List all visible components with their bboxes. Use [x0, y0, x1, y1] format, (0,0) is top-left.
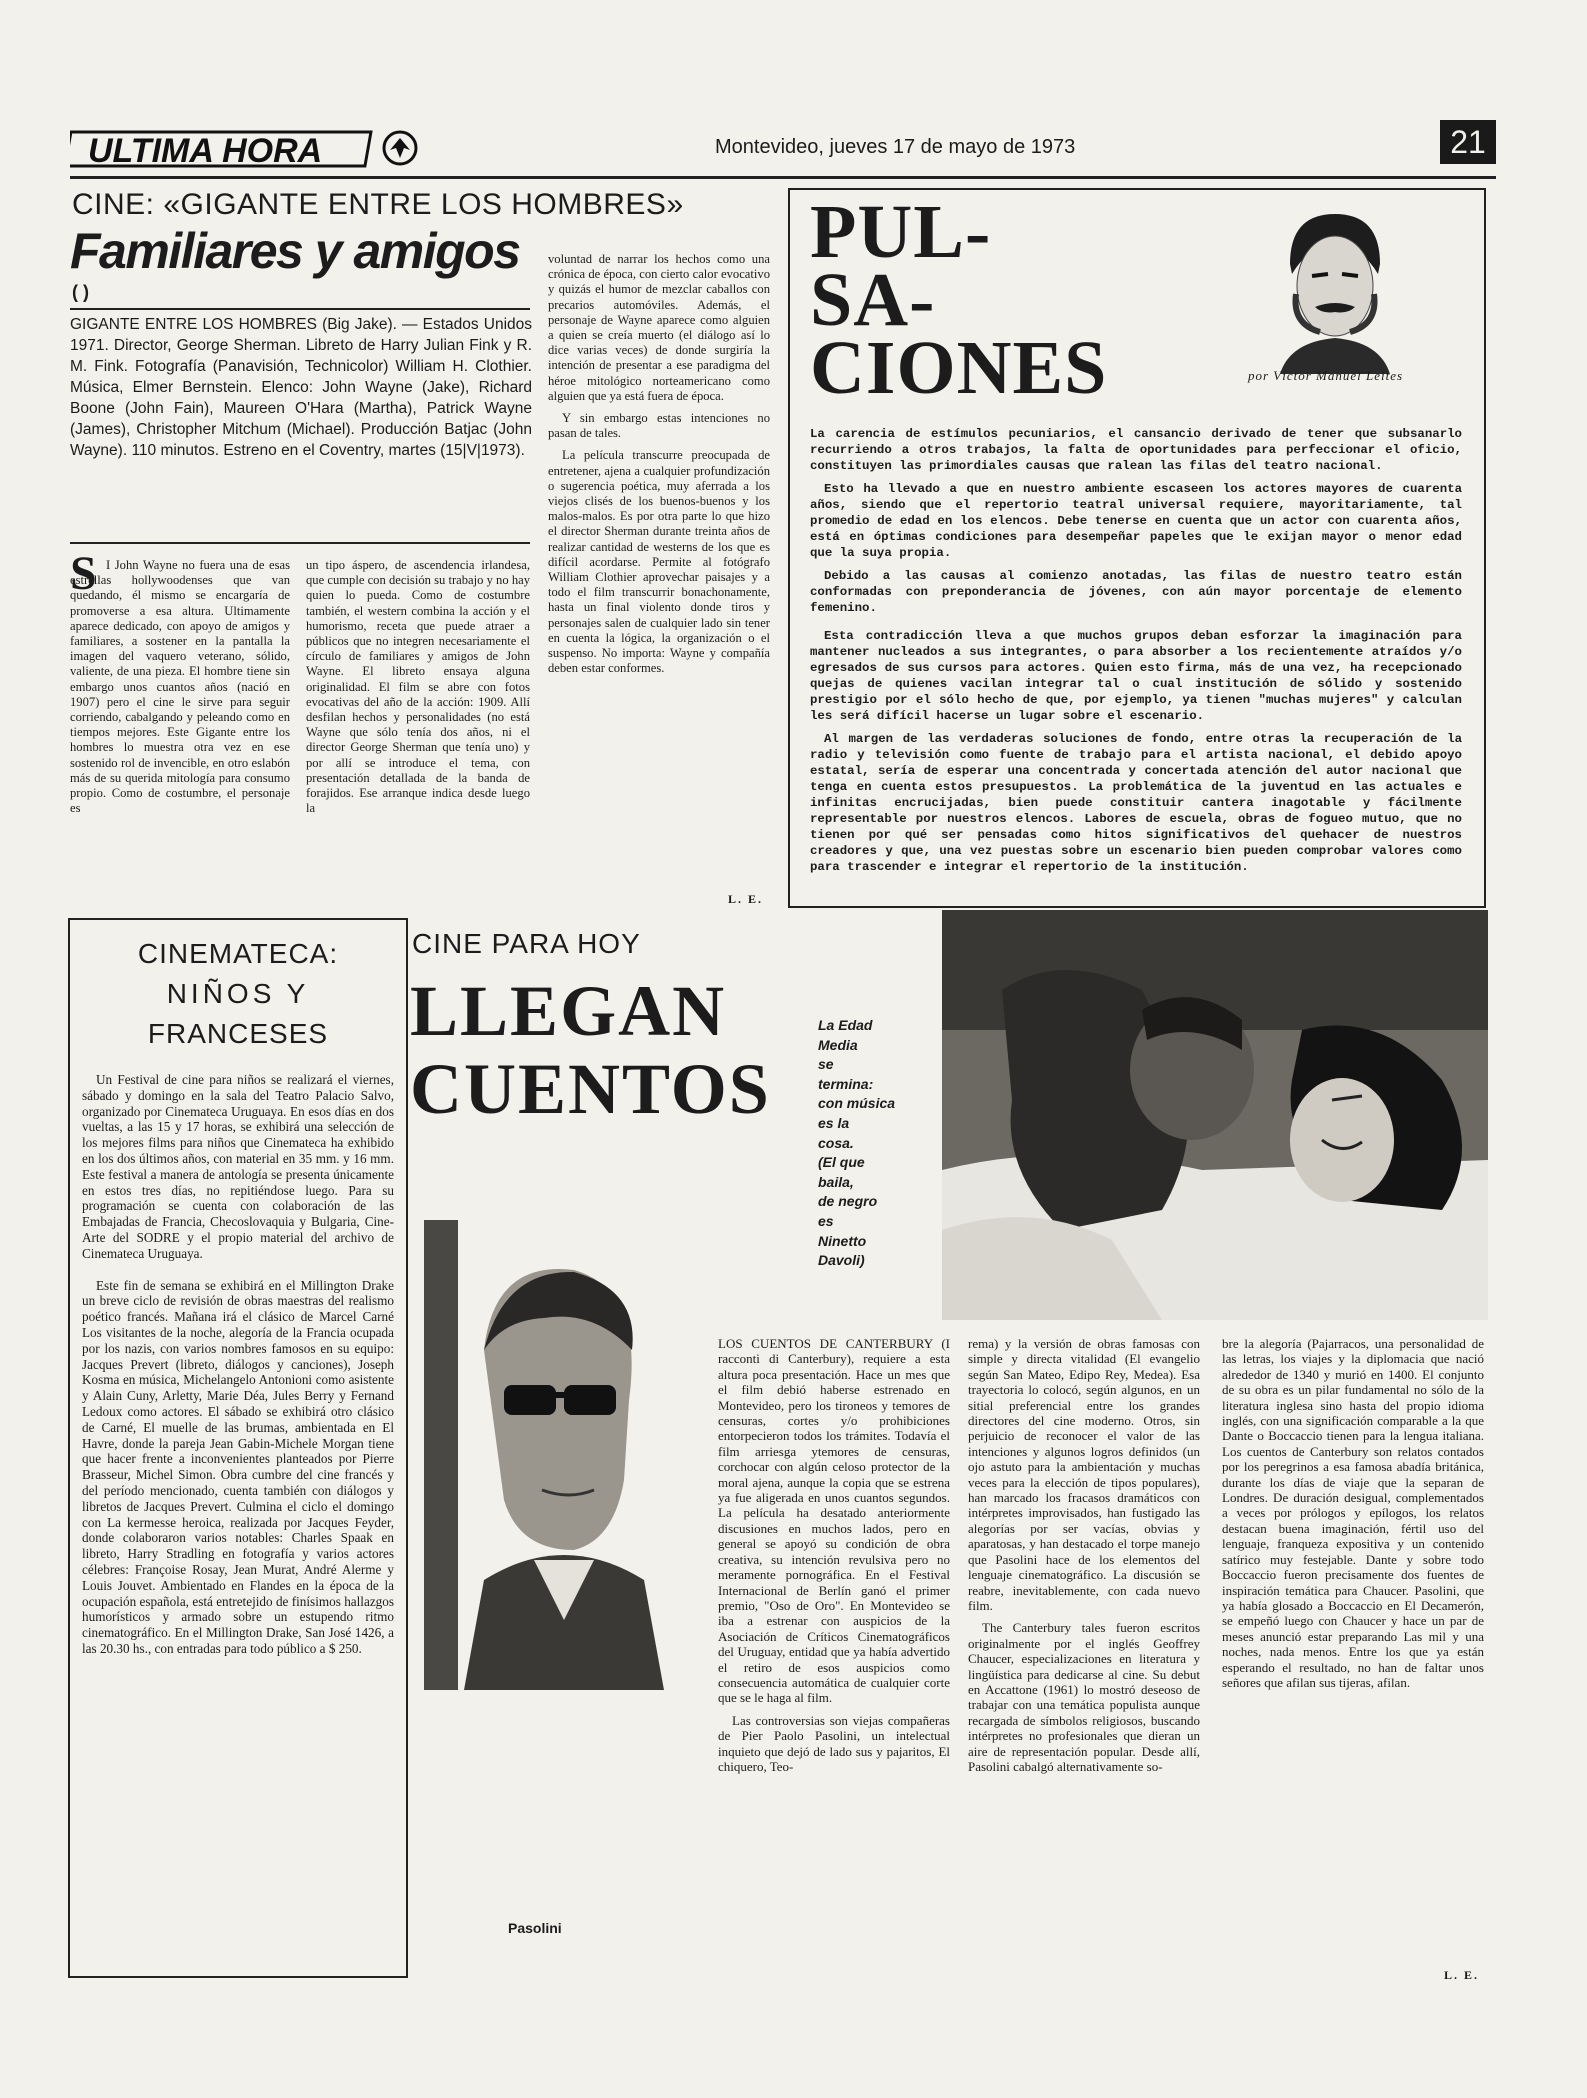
page-number: 21 [1440, 120, 1496, 164]
article-col-1-text: I John Wayne no fuera una de esas estrellas hollywoodenses que van quedando, él mismo se encargaría de promoverse a esa altura. Ultimamente aparece dedicado, con apoyo de amigos y familiares, a sostener en la pantalla la imagen del vaquero veterano, sólido, valiente, de una pieza. El hombre tiene sin embargo unos cuantos años (nació en 1907) pero el cine le sirve para seguir corriendo, cabalgando y peleando como en tiempos mejores. Este Gigante entre los hombres lo muestra otra vez en ese sostenido rol de invencible, en otro eslabón más de su querida mitología para consumo propio. Como de costumbre, el personaje es [70, 558, 290, 816]
pulsaciones-byline: por Víctor Manuel Leites [1248, 368, 1404, 383]
caption-line: se [818, 1056, 834, 1073]
cine-hoy-signature: L. E. [1444, 1968, 1480, 1982]
cine-hoy-col-1-p1: LOS CUENTOS DE CANTERBURY (I racconti di Canterbury), requiere a esta altura poca presentación. Hace un mes que el film debió haberse estrenado en Montevideo, pero los tironeos y temores de censuras, cortes y/o prohibiciones entorpecieron todos los trámites. Todavía el film arriesga ytemores de censuras, corchocar con algún celoso protector de la moral ajena, aunque la copia que se estrena ya fue aligerada en unos cuantos segundos. La película ha desatado anteriormente discusiones en muchos lados, pero en general se apoyó su condición de obra creativa, su intención revulsiva pero no meramente pornográfica. En el Festival Internacional de Berlín ganó el primer premio, "Oso de Oro". En Montevideo se iba a estrenar con auspicios de la Asociación de Críticos Cinematográficos del Uruguay, entidad que ya había advertido el retiro de esos auspicios como consecuencia automática de cualquier corte que se le haga al film. [718, 1336, 950, 1706]
article-col-3 [548, 252, 770, 908]
credits-rule [70, 308, 530, 310]
pulsaciones-p1: La carencia de estímulos pecuniarios, el cansancio derivado de tener que subsanarlo recurriendo a otros trabajos, la falta de oportunidades para perfeccionar el oficio, constituyen las primordiales causas que ralean las filas del teatro nacional. [810, 427, 1462, 473]
article-col-1 [70, 558, 290, 910]
article-headline: Familiares y amigos [70, 223, 520, 279]
pulsaciones-body [810, 426, 1462, 896]
cine-hoy-col-2-p2: The Canterbury tales fueron escritos originalmente por el inglés Geoffrey Chaucer, especializaciones en literatura y lingüística para dedicarse al cine. Su debut en Accattone (1961) lo mostró deseoso de trabajar con una temática populista aunque recargada de símbolos religiosos, buscando intérpretes no profesionales que dieran un aire de representación popular. Desde allí, Pasolini cabalgó alternativamente so- [968, 1620, 1200, 1774]
cinemateca-title-line-1: CINEMATECA: [137, 938, 339, 969]
caption-line: con música [818, 1095, 896, 1112]
caption-line: de negro [818, 1193, 878, 1210]
pasolini-photo [424, 1200, 664, 1690]
cine-hoy-col-1-p2: Las controversias son viejas compañeras de Pier Paolo Pasolini, un intelectual inquieto que dejó de lado sus y pajaritos, El chiquero, Teo- [718, 1712, 950, 1774]
cinemateca-p2: Este fin de semana se exhibirá en el Millington Drake un breve ciclo de revisión de obras maestras del realismo poético francés. Mañana irá el clásico de Marcel Carné Los visitantes de la noche, alegoría de la Francia ocupada por los nazis, con varios nombres famosos en su equipo: Jacques Prevert (libreto, diálogos y canciones), Joseph Kosma en música, Michelangelo Antonioni como asistente y Alain Cuny, Arletty, Marie Déa, Jules Berry y Fernand Ledoux como actores. El sábado se exhibirá otro clásico de Carné, El muelle de las brumas, ambientada en El Havre, donde la pareja Jean Gabin-Michele Morgan tiene que hacer frente a inconvenientes planteados por Pierre Brasseur, Michel Simon. Obra cumbre del cine francés y del período mencionado, cuenta también con diálogos y libretos de Jacques Prevert. Culmina el ciclo el domingo con La kermesse heroica, realizada por Jacques Feyder, donde colaboraron varios notables: Charles Spaak en libreto, Harry Stradling en fotografía y varios actores célebres: Françoise Rosay, Jean Murat, André Alerme y Louis Jouvet. Ambientado en Flandes en la época de la ocupación española, está entretejido de finísimos hallazgos humorísticos y armado sobre un estupendo ritmo cinematográfico. En el Millington Drake, San José 1426, a las 20.30 hs., con entradas para todo público a $ 250. [82, 1277, 394, 1656]
dateline: Montevideo, jueves 17 de mayo de 1973 [715, 136, 1076, 158]
caption-line: (El que [818, 1154, 865, 1171]
pulsaciones-p2: Esto ha llevado a que en nuestro ambiente escaseen los actores mayores de cuarenta años, siendo que el repertorio teatral universal requiere, mayoritariamente, tal promedio de edad en los elencos. Debe tenerse en cuenta que un actor con cuarenta años, está en óptimas condiciones para desempeñar papeles que le exijan mayor o menor edad que la suya propia. [810, 482, 1462, 560]
author-portrait [1260, 204, 1410, 374]
credits-bottom-rule [70, 542, 530, 544]
article-col-3-p2: Y sin embargo estas intenciones no pasan de tales. [548, 411, 770, 441]
cinemateca-box [68, 918, 408, 1978]
cine-hoy-headline-line-1: LLEGAN [410, 971, 727, 1051]
film-credits: GIGANTE ENTRE LOS HOMBRES (Big Jake). — Estados Unidos 1971. Director, George Sherman. Libreto de Harry Julian Fink y R. M. Fink. Fotografía (Panavisión, Technicolor) William H. Clothier. Música, Elmer Bernstein. Elenco: John Wayne (Jake), Richard Boone (John Fain), Maureen O'Hara (Martha), Patrick Wayne (James), Christopher Mitchum (Michael). Producción Batjac (John Wayne). 110 minutos. Estreno en el Coventry, martes (15|V|1973). [70, 316, 532, 459]
cine-hoy-kicker: CINE PARA HOY [412, 928, 641, 959]
cinemateca-title-line-3: FRANCESES [147, 1018, 329, 1049]
pulsaciones-title-line-2: SA- [810, 258, 936, 342]
article-col-3-p1: voluntad de narrar los hechos como una crónica de época, con cierto calor evocativo y quizás el humor de mezclar caballos con precarios automóviles. Además, el personaje de Wayne aparece como alguien a quien se creía muerto (el diálogo así lo dice varias veces) de donde surgiría la intención de presentar a ese paradigma del héroe mitológico norteamericano como alguien que ya está fuera de época. [548, 252, 770, 403]
pulsaciones-title-line-1: PUL- [810, 190, 992, 274]
rating-symbol: ( ) [72, 282, 89, 302]
kiss-photo [942, 910, 1488, 1320]
caption-line: Ninetto [818, 1232, 867, 1249]
logo-mark [70, 126, 448, 172]
article-col-2 [306, 558, 530, 910]
cinemateca-title [70, 934, 406, 1054]
cine-hoy-headline [410, 972, 771, 1128]
article-col-2-text: un tipo áspero, de ascendencia irlandesa, que cumple con decisión su trabajo y no hay quien lo pueda. Como de costumbre también, el western combina la acción y el humorismo, receta que puede atraer a públicos que no integren necesariamente el círculo de familiares y amigos de John Wayne. El libreto ensaya alguna originalidad. El film se abre con fotos evocativas del año de la acción: 1909. Allí desfilan hechos y personalidades (no está Wayne que sólo tenía dos años, ni el director George Sherman que tenía uno) y por allí se introduce el tema, con presentación detallada de la banda de forajidos. Ese arranque indica desde luego la [306, 558, 530, 816]
caption-line: es [818, 1212, 834, 1229]
cine-hoy-col-2-p1: rema) y la versión de obras famosas con simple y directa vitalidad (El evangelio según San Mateo, Edipo Rey, Medea). Esa trayectoria lo colocó, según algunos, en un sitial preferencial entre los grandes directores del cine moderno. Otros, sin perjuicio de reconocer el valor de las intenciones y algunos logros definidos (un ojo astuto para la ambientación y muchas veces para la elección de tipos populares), han marcado los fracasos dramáticos con intérpretes improvisados, han fustigado las alegorías por ser vacías, obvias y aparatosas, y han destacado el torpe manejo que Pasolini hace de los elementos del lenguaje cinematográfico. La discusión se reabre, inevitablemente, con cada nuevo film. [968, 1336, 1200, 1613]
pasolini-caption: Pasolini [508, 1920, 562, 1936]
article-col-3-p3: La película transcurre preocupada de entretener, ajena a cualquier profundización o sugerencia poética, muy aferrada a los viejos clisés de los buenos-buenos y los malos-malos. Es por otra parte lo que hizo el director Sherman durante treinta años de realizar cantidad de westerns de los que es difícil acordarse. Permite al fotógrafo William Clothier aprovechar paisajes y a todo el film transcurrir bonachonamente, hasta un final violento donde tiros y personajes salen de cualquier lado sin tener en cuenta la lógica, la organización o el suspenso. No importa: Wayne y compañía deben estar conformes. [548, 448, 770, 676]
pulsaciones-title-line-3: CIONES [810, 326, 1108, 410]
caption-line: La Edad [818, 1017, 873, 1033]
drop-cap: S [70, 547, 97, 600]
cinemateca-title-line-2: NIÑOS Y [166, 978, 310, 1009]
pulsaciones-box [788, 188, 1486, 908]
cine-hoy-col-3-p1: bre la alegoría (Pajarracos, una personalidad de las letras, los viajes y la diplomacia que nació alrededor de 1340 y murió en 1400. El conjunto de su obra es un pilar fundamental no sólo de la literatura inglesa sino hasta del propio idioma inglés, con una significación comparable a la que Dante o Boccaccio tienen para la lengua italiana. Los cuentos de Canterbury son relatos contados por los peregrinos a esa famosa abadía británica, durante los días de viaje que la separan de Londres. De duración desigual, complementados a veces por prólogos y epílogos, los relatos destacan buena imaginación, fértil uso del lenguaje, franqueza expositiva y un contenido satírico muy festejable. Dante y sobre todo Boccaccio fueron precisamente dos fuentes de inspiración temática para Chaucer. Pasolini, que ya había glosado a Boccaccio en El Decamerón, se empeñó luego con Chaucer y hace un par de meses anunció estar preparando Las mil y una noches, nada menos. Entre los que ya están esperando el resultado, no han de faltar unos señores que afilan sus tijeras, afilan. [1222, 1336, 1484, 1690]
masthead-logo [70, 126, 448, 172]
caption-line: es la [818, 1114, 850, 1131]
caption-line: cosa. [818, 1134, 854, 1151]
kiss-photo-caption [818, 1016, 936, 1271]
svg-text:ULTIMA HORA: ULTIMA HORA [88, 132, 323, 170]
pulsaciones-p4: Esta contradicción lleva a que muchos grupos deban esforzar la imaginación para mantener nucleados a sus integrantes, o para absorber a los recientemente atraídos y/o egresados de sus cursos para actores. Quien esto firma, más de una vez, ha recepcionado quejas de quienes vacilan integrar tal o cual institución de sólido y sostenido prestigio por el sólo hecho de que, por ejemplo, ya tienen "muchas mujeres" y calculan les será difícil hacerse un lugar sobre el escenario. [810, 629, 1462, 723]
cinemateca-p1: Un Festival de cine para niños se realizará el viernes, sábado y domingo en la sala del Teatro Palacio Salvo, organizado por Cinemateca Uruguaya. En esos días en dos vueltas, a las 15 y 17 horas, se exhibirá una selección de los mejores films para niños que Cinemateca ha exhibido en los dos últimos años, con material en 35 mm. y 16 mm. Este festival a manera de antología se presenta únicamente en estos tres días, no repitiéndose luego. Para su programación se cuenta con colaboración de las Embajadas de Francia, Checoslovaquia y Bulgaria, Cine-Arte del SODRE y el propio material del archivo de Cinemateca Uruguaya. [82, 1072, 394, 1261]
masthead-rule [70, 176, 1496, 179]
cinemateca-body [82, 1072, 394, 1968]
caption-line: Media [818, 1036, 858, 1053]
pulsaciones-p3: Debido a las causas al comienzo anotadas, las filas de nuestro teatro están conformadas con preponderancia de jóvenes, con aún mayor porcentaje de elemento femenino. [810, 569, 1462, 615]
pulsaciones-p5: Al margen de las verdaderas soluciones de fondo, entre otras la recuperación de la radio y televisión como fuente de trabajo para el artista nacional, el debido apoyo estatal, sería de esperar una concentrada y concertada atención del autor nacional que tenga en cuenta estos presupuestos. La problemática de la juventud en las actuales e infinitas encrucijadas, bien puede constituir cantera inagotable y fácilmente representable por nuestros elencos. Labores de escuela, obras de fogueo mutuo, que no tienen por qué ser pensadas como hitos significativos del quehacer de nuestros creadores y que, una vez puestas sobre un escenario bien pueden comprobar valores como para trascender e integrar el repertorio de la institución. [810, 732, 1462, 874]
cine-hoy-col-2 [968, 1336, 1200, 1981]
cine-hoy-headline-line-2: CUENTOS [410, 1049, 771, 1129]
caption-line: termina: [818, 1075, 874, 1092]
caption-line: baila, [818, 1173, 854, 1190]
cine-hoy-col-3 [1222, 1336, 1484, 1950]
article-kicker: CINE: «GIGANTE ENTRE LOS HOMBRES» [72, 188, 684, 221]
pulsaciones-title [810, 190, 1108, 410]
cine-hoy-col-1 [718, 1336, 950, 1981]
article-signature: L. E. [728, 892, 764, 906]
caption-line: Davoli) [818, 1252, 865, 1269]
